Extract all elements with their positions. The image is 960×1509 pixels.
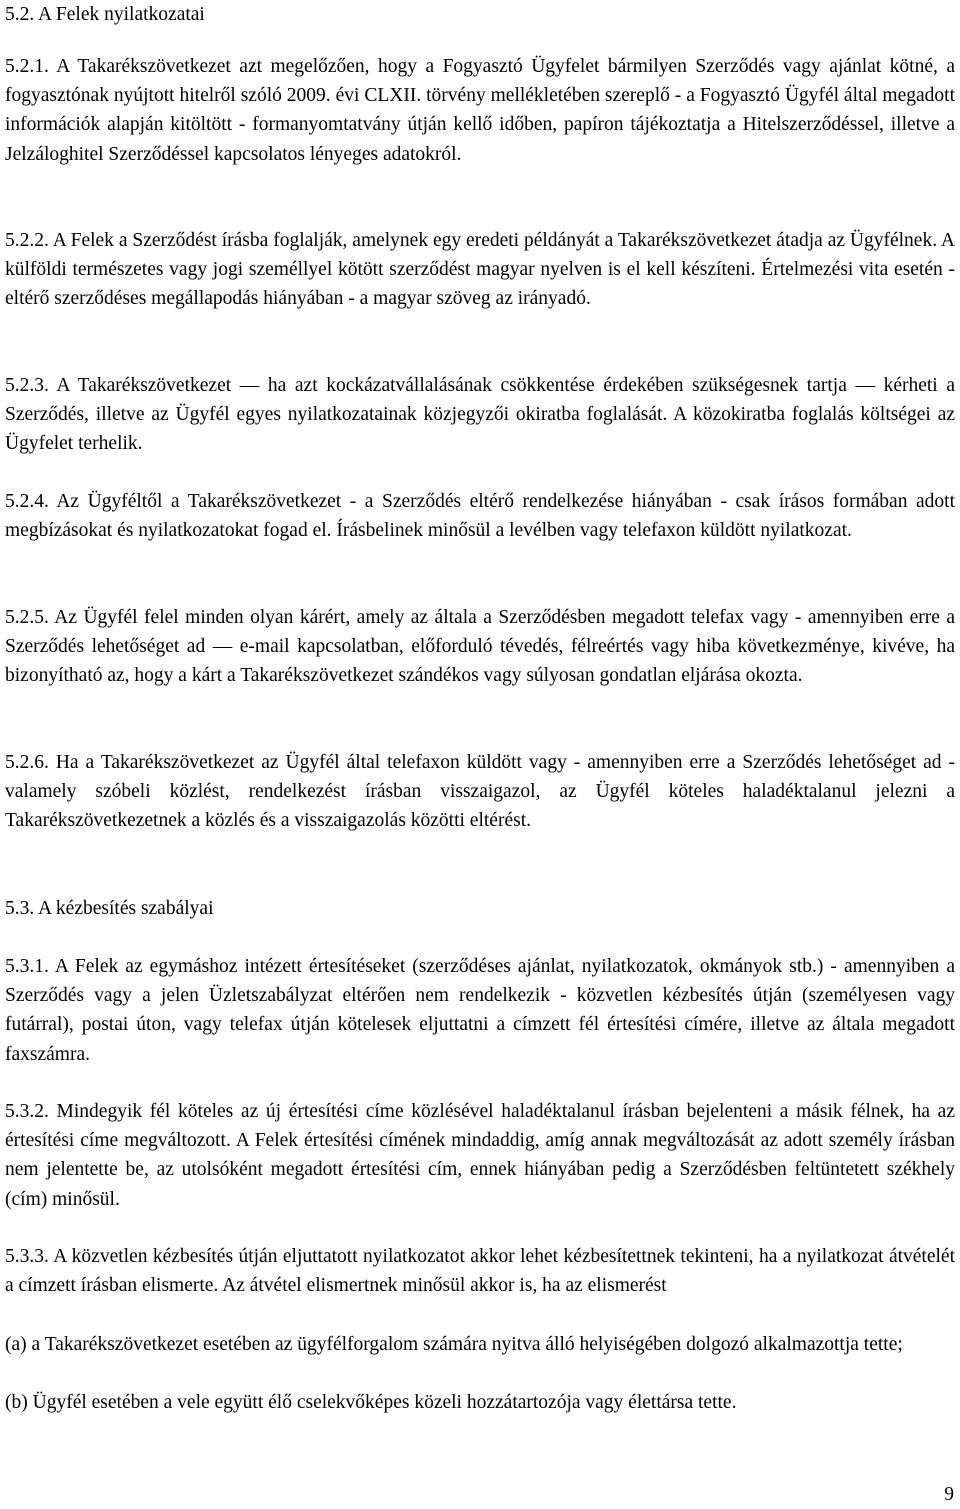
paragraph-5-3-3: 5.3.3. A közvetlen kézbesítés útján eljuttatott nyilatkozatot akkor lehet kézbesítettnek tekinteni, ha a nyilatkozat átvételét a címzett írásban elismerte. Az átvétel elismertnek minősül akkor is, ha az elismerést: [5, 1246, 955, 1297]
section-heading-5-3: 5.3. A kézbesítés szabályai: [5, 898, 214, 919]
section-heading-5-2: 5.2. A Felek nyilatkozatai: [5, 4, 205, 25]
paragraph-5-3-3-a: (a) a Takarékszövetkezet esetében az ügyfélforgalom számára nyitva álló helyiségében dolgozó alkalmazottja tette;: [5, 1334, 903, 1355]
page-number: 9: [944, 1484, 954, 1505]
paragraph-5-2-5: 5.2.5. Az Ügyfél felel minden olyan kárért, amely az általa a Szerződésben megadott telefax vagy - amennyiben erre a Szerződés lehetőséget ad — e-mail kapcsolatban, előforduló tévedés, félreértés vagy hiba következménye, kivéve, ha bizonyítható az, hogy a kárt a Takarékszövetkezet szándékos vagy súlyosan gondatlan eljárása okozta.: [5, 607, 955, 687]
paragraph-5-3-3-b: (b) Ügyfél esetében a vele együtt élő cselekvőképes közeli hozzátartozója vagy élettársa tette.: [5, 1392, 737, 1413]
paragraph-5-2-3: 5.2.3. A Takarékszövetkezet — ha azt kockázatvállalásának csökkentése érdekében szükségesnek tartja — kérheti a Szerződés, illetve az Ügyfél egyes nyilatkozatainak közjegyzői okiratba foglalását. A közokiratba foglalás költségei az Ügyfelet terhelik.: [5, 375, 955, 455]
paragraph-5-2-1: 5.2.1. A Takarékszövetkezet azt megelőzően, hogy a Fogyasztó Ügyfelet bármilyen Szerződés vagy ajánlat kötné, a fogyasztónak nyújtott hitelről szóló 2009. évi CLXII. törvény mellékletében szereplő - a Fogyasztó Ügyfél által megadott információk alapján kitöltött - formanyomtatvány útján kellő időben, papíron tájékoztatja a Hitelszerződéssel, illetve a Jelzáloghitel Szerződéssel kapcsolatos lényeges adatokról.: [5, 56, 955, 165]
paragraph-5-2-2: 5.2.2. A Felek a Szerződést írásba foglalják, amelynek egy eredeti példányát a Takarékszövetkezet átadja az Ügyfélnek. A külföldi természetes vagy jogi személlyel kötött szerződést magyar nyelven is el kell készíteni. Értelmezési vita esetén - eltérő szerződéses megállapodás hiányában - a magyar szöveg az irányadó.: [5, 230, 955, 310]
paragraph-5-3-1: 5.3.1. A Felek az egymáshoz intézett értesítéseket (szerződéses ajánlat, nyilatkozatok, okmányok stb.) - amennyiben a Szerződés vagy a jelen Üzletszabályzat eltérően nem rendelkezik - közvetlen kézbesítés útján (személyesen vagy futárral), postai úton, vagy telefax útján kötelesek eljuttatni a címzett fél értesítési címére, illetve az általa megadott faxszámra.: [5, 956, 955, 1065]
paragraph-5-3-2: 5.3.2. Mindegyik fél köteles az új értesítési címe közlésével haladéktalanul írásban bejelenteni a másik félnek, ha az értesítési címe megváltozott. A Felek értesítési címének mindaddig, amíg annak megváltozását az adott személy írásban nem jelentette be, az utolsóként megadott értesítési cím, ennek hiányában pedig a Szerződésben feltüntetett székhely (cím) minősül.: [5, 1101, 955, 1210]
paragraph-5-2-6: 5.2.6. Ha a Takarékszövetkezet az Ügyfél által telefaxon küldött vagy - amennyiben erre a Szerződés lehetőséget ad - valamely szóbeli közlést, rendelkezést írásban visszaigazol, az Ügyfél köteles haladéktalanul jelezni a Takarékszövetkezetnek a közlés és a visszaigazolás közötti eltérést.: [5, 752, 955, 832]
paragraph-5-2-4: 5.2.4. Az Ügyféltől a Takarékszövetkezet - a Szerződés eltérő rendelkezése hiányában - csak írásos formában adott megbízásokat és nyilatkozatokat fogad el. Írásbelinek minősül a levélben vagy telefaxon küldött nyilatkozat.: [5, 491, 955, 542]
